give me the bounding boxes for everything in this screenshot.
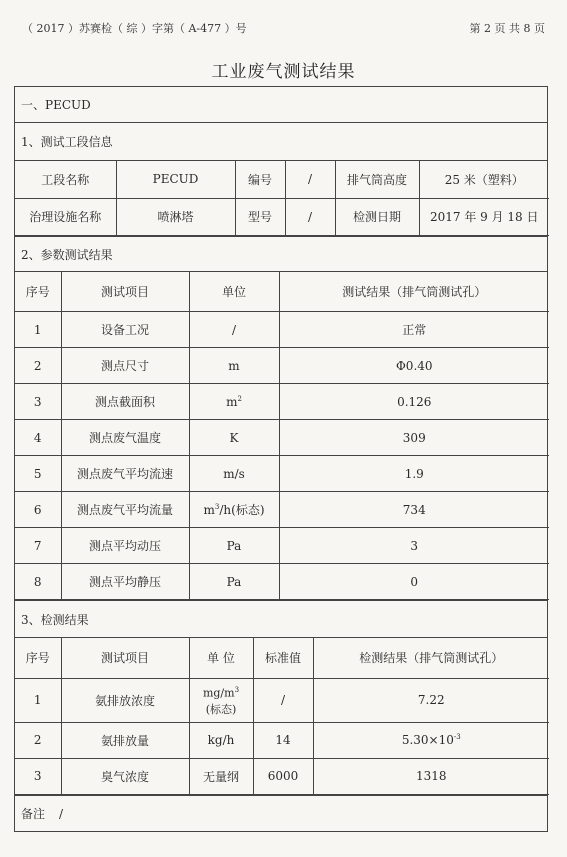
unit-superscript: 3 xyxy=(214,503,220,511)
table-row xyxy=(15,722,549,758)
report-frame xyxy=(14,86,548,832)
standard-value: 6000 xyxy=(253,758,313,794)
unit-cell xyxy=(189,492,279,528)
page-indicator: 第 2 页 共 8 页 xyxy=(469,22,545,35)
unit-cell xyxy=(189,678,253,722)
info-value: PECUD xyxy=(116,161,235,198)
unit-cell: 无量纲 xyxy=(189,758,253,794)
unit-cell: / xyxy=(189,312,279,348)
unit-superscript: 3 xyxy=(234,685,240,694)
result-cell: 309 xyxy=(279,420,549,456)
info-label: 工段名称 xyxy=(15,161,116,198)
info-label: 检测日期 xyxy=(335,198,419,235)
table-row xyxy=(15,678,549,722)
column-header: 单位 xyxy=(189,272,279,312)
result-cell: 正常 xyxy=(279,312,549,348)
result-base: 5.30×10 xyxy=(401,733,454,747)
table-row xyxy=(15,161,549,198)
table-row xyxy=(15,420,549,456)
result-cell: 734 xyxy=(279,492,549,528)
column-header: 标准值 xyxy=(253,638,313,678)
test-item: 测点废气平均流量 xyxy=(61,492,189,528)
parameter-results-table xyxy=(15,272,549,601)
unit-cell xyxy=(189,384,279,420)
test-item: 测点平均静压 xyxy=(61,564,189,600)
info-value: / xyxy=(285,161,335,198)
unit-suffix: /h(标态) xyxy=(219,503,265,517)
row-number: 5 xyxy=(15,456,61,492)
unit-cell: m xyxy=(189,348,279,384)
result-cell: 0 xyxy=(279,564,549,600)
result-cell: 0.126 xyxy=(279,384,549,420)
table-row xyxy=(15,348,549,384)
remarks-value: / xyxy=(59,806,64,821)
row-number: 6 xyxy=(15,492,61,528)
test-item: 氨排放量 xyxy=(61,722,189,758)
table-row xyxy=(15,758,549,794)
column-header: 单 位 xyxy=(189,638,253,678)
info-label: 编号 xyxy=(235,161,285,198)
remarks-row xyxy=(15,795,547,831)
info-value: 2017 年 9 月 18 日 xyxy=(419,198,549,235)
row-number: 7 xyxy=(15,528,61,564)
column-header: 检测结果（排气筒测试孔） xyxy=(313,638,549,678)
standard-value: / xyxy=(253,678,313,722)
column-header: 测试项目 xyxy=(61,638,189,678)
info-value: 喷淋塔 xyxy=(116,198,235,235)
info-label: 型号 xyxy=(235,198,285,235)
test-item: 测点废气温度 xyxy=(61,420,189,456)
test-item: 测点截面积 xyxy=(61,384,189,420)
test-item: 测点废气平均流速 xyxy=(61,456,189,492)
result-cell xyxy=(313,722,549,758)
column-header: 测试结果（排气筒测试孔） xyxy=(279,272,549,312)
info-label: 排气筒高度 xyxy=(335,161,419,198)
info-value: 25 米（塑料） xyxy=(419,161,549,198)
detection-results-table xyxy=(15,638,549,795)
table-row xyxy=(15,312,549,348)
result-cell: 1318 xyxy=(313,758,549,794)
result-exponent: -3 xyxy=(453,733,461,741)
row-number: 3 xyxy=(15,384,61,420)
unit-base: mg/m xyxy=(202,686,235,700)
table-row xyxy=(15,198,549,235)
column-header: 序号 xyxy=(15,638,61,678)
info-label: 治理设施名称 xyxy=(15,198,116,235)
section-heading-pecud: 一、PECUD xyxy=(15,87,547,123)
unit-cell: Pa xyxy=(189,564,279,600)
unit-condition: (标态) xyxy=(205,703,237,717)
test-item: 氨排放浓度 xyxy=(61,678,189,722)
test-item: 臭气浓度 xyxy=(61,758,189,794)
section-heading-info: 1、测试工段信息 xyxy=(15,123,547,161)
result-cell: 1.9 xyxy=(279,456,549,492)
table-row xyxy=(15,528,549,564)
row-number: 3 xyxy=(15,758,61,794)
table-row xyxy=(15,456,549,492)
row-number: 1 xyxy=(15,312,61,348)
test-item: 测点平均动压 xyxy=(61,528,189,564)
row-number: 1 xyxy=(15,678,61,722)
unit-cell: m/s xyxy=(189,456,279,492)
section-heading-results: 3、检测结果 xyxy=(15,600,547,638)
unit-cell: K xyxy=(189,420,279,456)
column-header: 测试项目 xyxy=(61,272,189,312)
result-cell: Φ0.40 xyxy=(279,348,549,384)
unit-base: m xyxy=(226,394,238,409)
table-row xyxy=(15,492,549,528)
info-value: / xyxy=(285,198,335,235)
standard-value: 14 xyxy=(253,722,313,758)
table-row xyxy=(15,564,549,600)
test-item: 测点尺寸 xyxy=(61,348,189,384)
result-cell: 7.22 xyxy=(313,678,549,722)
row-number: 2 xyxy=(15,348,61,384)
column-header: 序号 xyxy=(15,272,61,312)
table-header-row xyxy=(15,272,549,312)
test-item: 设备工况 xyxy=(61,312,189,348)
section-heading-params: 2、参数测试结果 xyxy=(15,236,547,272)
remarks-label: 备注 xyxy=(21,806,46,821)
unit-base: m xyxy=(203,503,215,517)
page-title: 工业废气测试结果 xyxy=(211,62,356,82)
row-number: 8 xyxy=(15,564,61,600)
unit-cell: Pa xyxy=(189,528,279,564)
result-cell: 3 xyxy=(279,528,549,564)
table-header-row xyxy=(15,638,549,678)
segment-info-table xyxy=(15,161,549,236)
unit-cell: kg/h xyxy=(189,722,253,758)
table-row xyxy=(15,384,549,420)
report-number: （ 2017 ）苏赛检（ 综 ）字第（ A-477 ）号 xyxy=(22,22,247,35)
row-number: 4 xyxy=(15,420,61,456)
row-number: 2 xyxy=(15,722,61,758)
unit-superscript: 2 xyxy=(237,394,242,403)
